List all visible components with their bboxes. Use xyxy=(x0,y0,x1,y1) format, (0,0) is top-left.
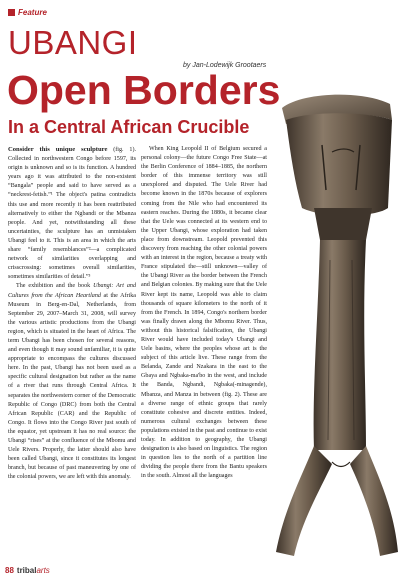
article-title-line1: UBANGI xyxy=(8,24,138,61)
magazine-name-suffix: arts xyxy=(36,566,50,575)
book-title: Ubangi: Art and Cultures from the African Heartland xyxy=(8,283,136,299)
section-rubric xyxy=(8,8,47,17)
paragraph: The exhibition and the book Ubangi: Art and Cultures from the African Heartland at the Afrika Museum in Berg-en-Dal, Netherlands, from September 29, 2007–March 31, 2008, will survey the various artistic productions from the Ubangi region, which is situated in the heart of Africa. The term Ubangi has been chosen for several reasons, and even though it may sound unfamiliar, it is quite appropriate to encompass the cultures discussed here. In the past, Ubangi has not been used as a specific cultural designation but rather as the name of a river that runs through Central Africa. It separates the northwestern corner of the Democratic Republic of Congo (DRC) from both the Central African Republic (CAR) and the Republic of Congo. It flows into the Congo River just south of the equator, yet upstream it has no real source: the Ubangi “rises” at the confluence of the Mbomu and Uele Rivers. Properly, the latter should also have been called Ubangi, since it constitutes its longest branch, but because of past maneuvering by one of the colonial powers, we are left with this anomaly. xyxy=(8,283,136,481)
paragraph: When King Leopold II of Belgium secured a personal colony—the future Congo Free State—at the Berlin Conference of 1884–1885, the northern border of this immense territory was still unexplored and disputed. The Uele River had become known in the 1870s because of explorers coming from the Nile who had encountered its eastern reaches. During the 1880s, it became clear that the Uele was connected at its western end to the Upper Ubangi, whose exploration had taken place from downstream. Leopold prevented this discovery from reaching the other colonial powers with an interest in the region, because a treaty with France stipulated the—still unknown—valley of the Ubangi River as the border between the French and Belgian colonies. By making sure that the Uele River kept its name, Leopold was able to claim thousands of square kilometers to the north of it from the French. In 1894, Congo's northern border was finally drawn along the Mbomu River. Thus, without this historical falsification, the Ubangi River would have included today's Ubangi and Uele basins, where the peoples whose art is the subject of this article live. These range from the Belanda, Zande and Nzakara in the east to the Gbaya and Ngbaka-ma'bo in the west, and include the Banda, Ngbandi, Ngbaka(-minagende), Mbanza, and Manza in between (fig. 2). These are a diverse range of ethnic groups that rarely constitute cohesive and discrete entities. Indeed, numerous cultural exchanges between these populations existed in the past and continue to exist today. In addition to geography, the Ubangi designation is also based on linguistics. The region in question lies to the north of a partition line dividing the people there from the Bantu speakers in the south. Almost all the languages xyxy=(141,146,267,480)
rubric-square-icon xyxy=(8,9,15,16)
magazine-name: tribal xyxy=(16,566,37,575)
page-footer xyxy=(5,566,50,575)
article-byline: by Jan-Lodewijk Grootaers xyxy=(183,62,267,69)
text-column-2 xyxy=(141,145,267,570)
paragraph-text: (fig. 1). Collected in northwestern Congo before 1597, its origin is unknown and so is its function. A hundred years ago it was attributed to the non-existent “Bangala” people and said to have served as a “neckrest-fetish.”¹ The object's patina contradicts this use and more recently it has been reattributed alternatively to either the Ngbandi or the Mbanza people. And yet, notwithstanding all these uncertainties, the sculpture has an unmistaken Ubangi feel to it. This is an area in which the arts share “family resemblances”²—a complicated network of similarities overlapping and crisscrossing: sometimes overall similarities, sometimes similarities of detail.”³ xyxy=(8,147,136,281)
paragraph xyxy=(8,145,136,282)
article-title-line2: Open Borders xyxy=(7,67,281,113)
page-number: 88 xyxy=(5,566,14,575)
lead-in: Consider this unique sculpture xyxy=(8,146,108,153)
sculpture-image xyxy=(262,90,402,560)
text-column-1 xyxy=(8,145,136,520)
rubric-label: Feature xyxy=(18,8,47,17)
article-subtitle: In a Central African Crucible xyxy=(8,117,250,137)
